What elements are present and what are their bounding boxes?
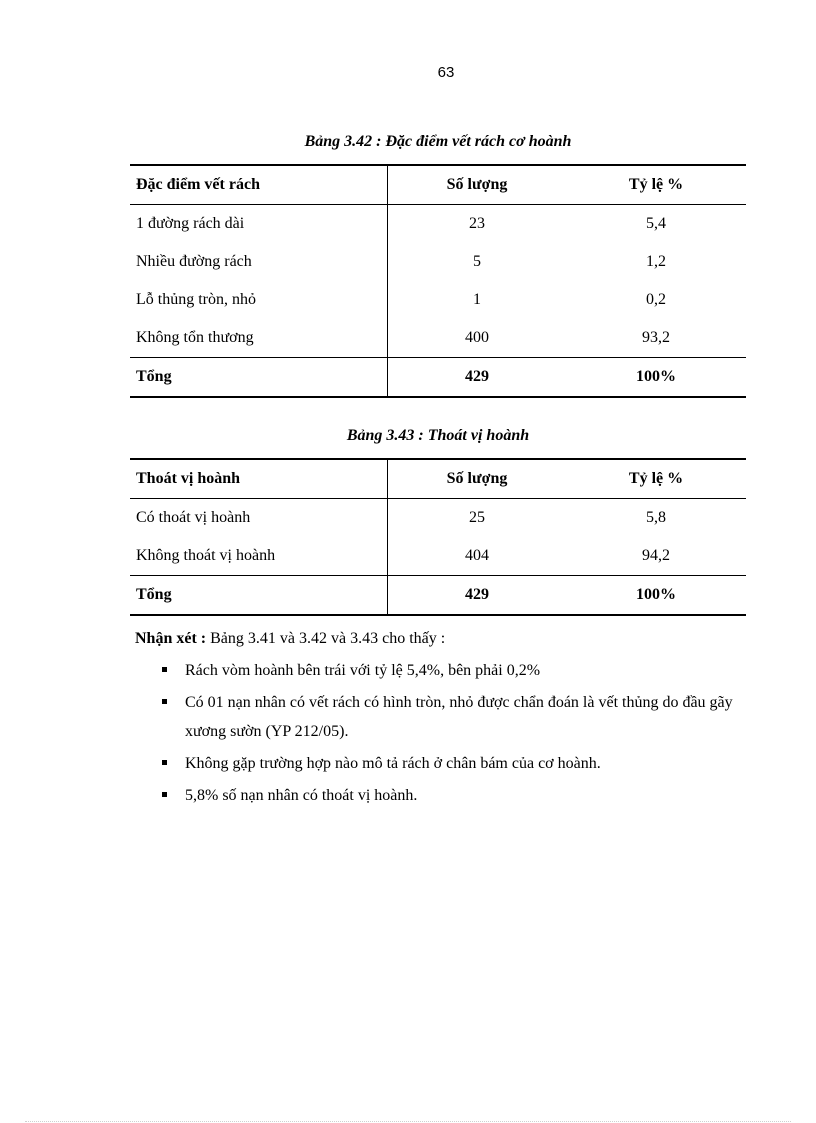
remarks-intro: Bảng 3.41 và 3.42 và 3.43 cho thấy :	[206, 630, 446, 647]
list-item-text: Không gặp trường hợp nào mô tả rách ở chân bám của cơ hoành.	[185, 755, 601, 772]
bullet-icon	[162, 699, 167, 704]
table-cell: 1	[473, 291, 481, 308]
table-header-row	[130, 165, 746, 205]
column-header: Số lượng	[388, 459, 567, 499]
table-cell: 400	[465, 329, 489, 346]
table-cell: 100%	[566, 358, 746, 398]
bullet-icon	[162, 667, 167, 672]
column-header: Đặc điểm vết rách	[130, 165, 388, 205]
remarks-section	[135, 628, 755, 813]
table-row	[130, 281, 746, 319]
table-cell: 25	[469, 509, 485, 526]
list-item	[135, 781, 755, 810]
table-header-row	[130, 459, 746, 499]
table-row	[130, 243, 746, 281]
list-item	[135, 749, 755, 778]
table-cell: 23	[469, 215, 485, 232]
remarks-label: Nhận xét :	[135, 630, 207, 647]
table-cell: 5,8	[646, 509, 666, 526]
table-cell: 429	[388, 358, 567, 398]
table-cell: Có thoát vị hoành	[130, 499, 388, 538]
table-3-42-caption: Bảng 3.42 : Đặc điểm vết rách cơ hoành	[304, 133, 572, 150]
list-item	[135, 656, 755, 685]
column-header: Tỷ lệ %	[566, 165, 746, 205]
column-header: Tỷ lệ %	[566, 459, 746, 499]
remarks-heading	[135, 628, 755, 650]
list-item	[135, 688, 755, 746]
table-cell: 0,2	[646, 291, 666, 308]
table-cell: 1,2	[646, 253, 666, 270]
table-total-row	[130, 358, 746, 398]
table-row	[130, 319, 746, 358]
bullet-icon	[162, 792, 167, 797]
table-cell: Tổng	[130, 576, 388, 616]
table-cell: Không tổn thương	[130, 319, 388, 358]
table-cell: 93,2	[642, 329, 670, 346]
remarks-list	[135, 656, 755, 810]
table-row	[130, 537, 746, 576]
table-cell: Lỗ thủng tròn, nhỏ	[130, 281, 388, 319]
table-cell: 100%	[566, 576, 746, 616]
table-cell: 5,4	[646, 215, 666, 232]
table-row	[130, 499, 746, 538]
table-total-row	[130, 576, 746, 616]
bullet-icon	[162, 760, 167, 765]
list-item-text: 5,8% số nạn nhân có thoát vị hoành.	[185, 787, 418, 804]
table-row	[130, 205, 746, 244]
table-cell: Nhiều đường rách	[130, 243, 388, 281]
table-cell: 429	[388, 576, 567, 616]
list-item-text: Rách vòm hoành bên trái với tỷ lệ 5,4%, bên phải 0,2%	[185, 662, 541, 679]
list-item-text: Có 01 nạn nhân có vết rách có hình tròn, nhỏ được chẩn đoán là vết thủng do đầu gãy xương sườn (YP 212/05).	[185, 694, 733, 740]
table-cell: Không thoát vị hoành	[130, 537, 388, 576]
column-header: Thoát vị hoành	[130, 459, 388, 499]
table-cell: 1 đường rách dài	[130, 205, 388, 244]
table-cell: 404	[465, 547, 489, 564]
table-cell: Tổng	[130, 358, 388, 398]
table-3-43	[130, 458, 746, 616]
table-3-42	[130, 164, 746, 398]
page-bottom-divider	[25, 1121, 791, 1122]
page-number: 63	[437, 64, 455, 81]
table-cell: 94,2	[642, 547, 670, 564]
table-cell: 5	[473, 253, 481, 270]
table-3-43-caption: Bảng 3.43 : Thoát vị hoành	[346, 427, 530, 444]
column-header: Số lượng	[388, 165, 567, 205]
